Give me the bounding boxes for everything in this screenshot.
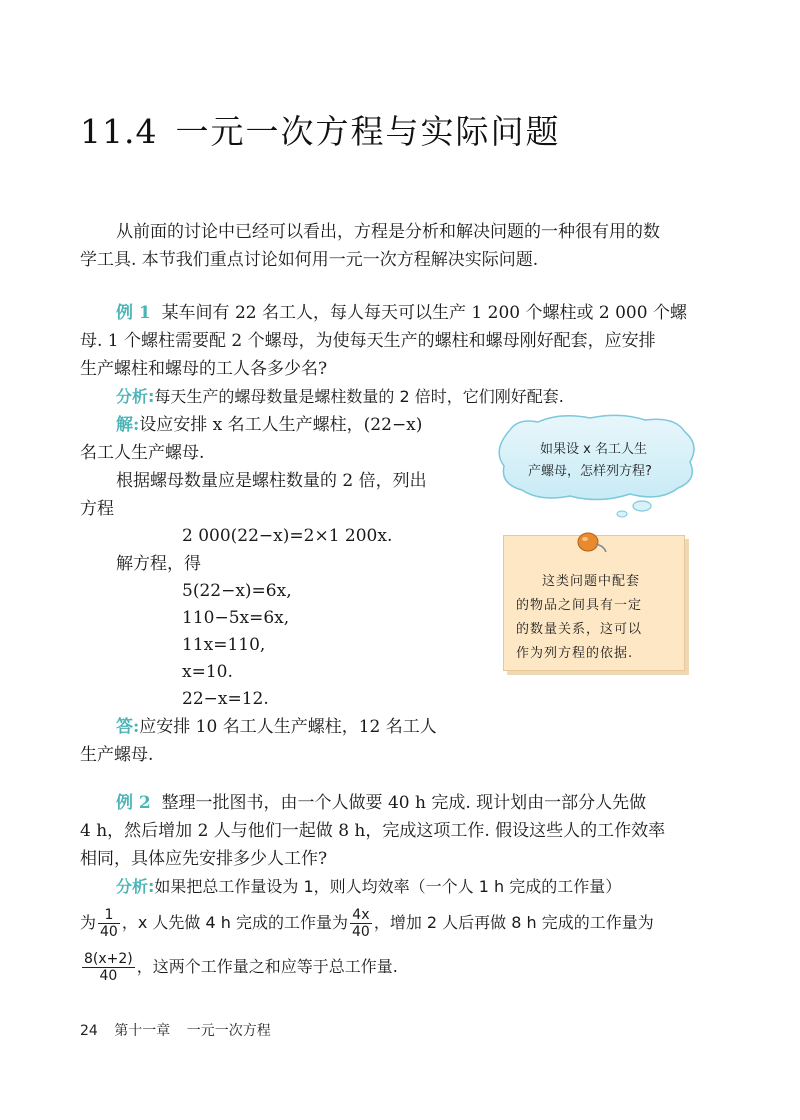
solve-label: 解方程，得	[116, 554, 201, 574]
section-title	[80, 106, 560, 153]
answer-line-2: 生产螺母.	[80, 745, 154, 765]
step-5: 22−x=12.	[182, 689, 269, 709]
step-4: x=10.	[182, 662, 233, 682]
note-line-2: 的物品之间具有一定	[516, 598, 643, 613]
answer-label: 答:	[116, 717, 140, 737]
solution-line-4: 方程	[80, 499, 114, 519]
intro-paragraph	[80, 218, 720, 274]
pushpin-icon	[572, 522, 612, 558]
intro-line-1: 从前面的讨论中已经可以看出，方程是分析和解决问题的一种很有用的数	[116, 222, 660, 242]
example-2-line-3: 相同，具体应先安排多少人工作?	[80, 849, 328, 869]
solution-label: 解:	[116, 415, 140, 435]
bubble-line-1: 如果设 x 名工人生	[540, 442, 647, 457]
step-3: 11x=110,	[182, 635, 266, 655]
solution-line-1: 设应安排 x 名工人生产螺柱，(22−x)	[139, 415, 423, 435]
solution-line-3: 根据螺母数量应是螺柱数量的 2 倍，列出	[116, 471, 427, 491]
analysis-2-post: ，增加 2 人后再做 8 h 完成的工作量为	[373, 913, 654, 932]
example-1-line-3: 生产螺柱和螺母的工人各多少名?	[80, 359, 328, 379]
note-text	[516, 570, 676, 666]
section-number: 11.4	[80, 112, 158, 151]
analysis-2-line-1: 如果把总工作量设为 1，则人均效率（一个人 1 h 完成的工作量）	[154, 877, 622, 896]
fraction-4x-over-40: $\frac{4x}{40}$	[351, 907, 370, 940]
chapter-title: 一元一次方程	[186, 1023, 271, 1039]
fraction-1-over-40: $\frac{1}{40}$	[100, 907, 118, 940]
section-title-text: 一元一次方程与实际问题	[175, 112, 561, 151]
analysis-label: 分析:	[116, 387, 155, 406]
example-2-label: 例 2	[116, 793, 151, 813]
chapter-label: 第十一章	[114, 1023, 171, 1039]
answer-line-1: 应安排 10 名工人生产螺柱，12 名工人	[139, 717, 437, 737]
example-2-line-2: 4 h，然后增加 2 人与他们一起做 8 h，完成这项工作. 假设这些人的工作效率	[80, 821, 666, 841]
example-1	[80, 299, 720, 769]
example-1-label: 例 1	[116, 303, 151, 323]
bubble-text	[528, 439, 678, 483]
note-line-3: 的数量关系，这可以	[516, 622, 643, 637]
main-equation: 2 000(22−x)=2×1 200x.	[182, 526, 393, 546]
note-line-4: 作为列方程的依据.	[516, 646, 634, 661]
analysis-2-label: 分析:	[116, 877, 155, 896]
fraction-8x2-over-40: $\frac{8(x+2)}{40}$	[84, 951, 133, 984]
note-line-1: 这类问题中配套	[542, 574, 641, 589]
bubble-line-2: 产螺母，怎样列方程?	[528, 464, 652, 479]
analysis-2-end: ，这两个工作量之和应等于总工作量.	[136, 957, 398, 976]
solution-line-2: 名工人生产螺母.	[80, 443, 205, 463]
analysis-2-mid: ，x 人先做 4 h 完成的工作量为	[121, 913, 348, 932]
analysis-2-pre: 为	[80, 913, 97, 932]
analysis-text: 每天生产的螺母数量是螺柱数量的 2 倍时，它们刚好配套.	[154, 387, 564, 406]
example-1-line-1: 某车间有 22 名工人，每人每天可以生产 1 200 个螺柱或 2 000 个螺	[161, 303, 687, 323]
step-1: 5(22−x)=6x,	[182, 581, 292, 601]
page-footer	[80, 1020, 283, 1040]
example-2-line-1: 整理一批图书，由一个人做要 40 h 完成. 现计划由一部分人先做	[161, 793, 647, 813]
intro-line-2: 学工具. 本节我们重点讨论如何用一元一次方程解决实际问题.	[80, 250, 539, 270]
example-1-line-2: 母. 1 个螺柱需要配 2 个螺母，为使每天生产的螺柱和螺母刚好配套，应安排	[80, 331, 656, 351]
step-2: 110−5x=6x,	[182, 608, 290, 628]
page-number: 24	[80, 1023, 98, 1039]
example-2	[80, 789, 720, 989]
